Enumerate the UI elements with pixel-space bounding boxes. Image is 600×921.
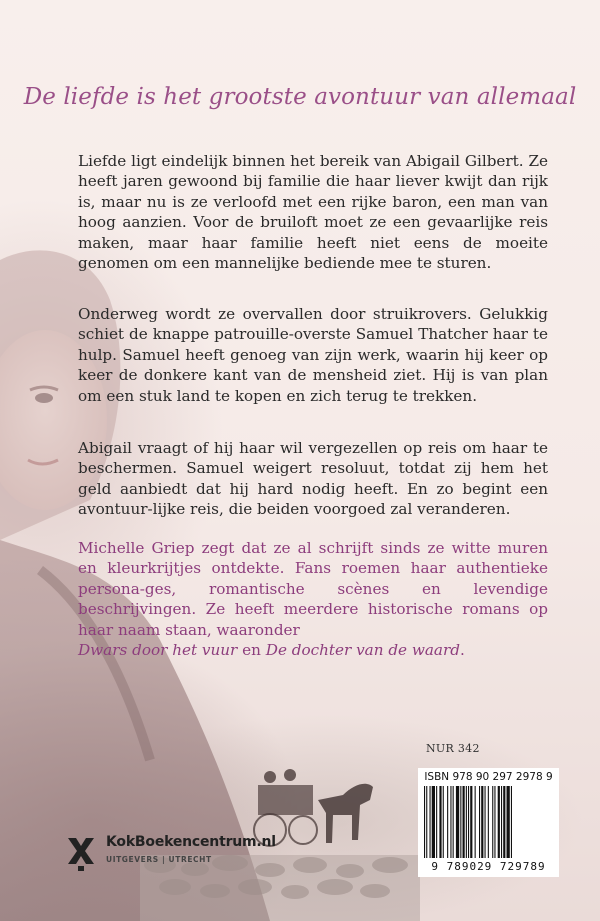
barcode-image <box>424 786 553 858</box>
publisher-subtitle: UITGEVERS | UTRECHT <box>106 855 212 864</box>
isbn-text: ISBN 978 90 297 2978 9 <box>424 771 553 783</box>
blurb-paragraph-3: Abigail vraagt of hij haar wil vergezellen op reis om haar te beschermen. Samuel weigert resoluut, totdat zij hem het geld aanbiedt dat hij hard nodig heeft. En zo begint een avontuur-lijke reis, die beiden voorgoed zal veranderen. <box>78 439 548 519</box>
publisher-name: KokBoekencentrum.nl <box>106 834 276 850</box>
blurb-paragraph-2: Onderweg wordt ze overvallen door struikrovers. Gelukkig schiet de knappe patrouille-overste Samuel Thatcher haar te hulp. Samuel heeft genoeg van zijn werk, waarin hij keer op keer de donkere kant van de mensheid ziet. Hij is van plan om een stuk land te kopen en zich terug te trekken. <box>78 305 548 405</box>
author-bio-connector: en <box>237 641 266 660</box>
barcode-panel <box>418 768 559 877</box>
author-bio-end: . <box>459 641 465 660</box>
book-title-1: Dwars door het vuur <box>78 641 238 660</box>
publisher-logo <box>64 830 294 874</box>
publisher-mark-icon <box>64 832 98 872</box>
barcode-number: 9 789029 729789 <box>431 860 546 873</box>
book-title-2: De dochter van de waard <box>265 641 460 660</box>
author-bio <box>78 538 548 660</box>
tagline: De liefde is het grootste avontuur van allemaal <box>23 84 577 110</box>
nur-code: NUR 342 <box>426 742 480 755</box>
author-bio-text: Michelle Griep zegt dat ze al schrijft sinds ze witte muren en kleurkrijtjes ontdekte. Fans roemen haar authentieke persona-ges, romantische scènes en levendige beschrijvingen. Ze heeft meerdere historische romans op haar naam staan, waaronder <box>78 539 548 639</box>
blurb-paragraph-1: Liefde ligt eindelijk binnen het bereik van Abigail Gilbert. Ze heeft jaren gewoond bij familie die haar liever kwijt dan rijk is, maar nu is ze verloofd met een rijke baron, een man van hoog aanzien. Voor de bruiloft moet ze een gevaarlijke reis maken, maar haar familie heeft niet eens de moeite genomen om een mannelijke bediende mee te sturen. <box>78 152 548 273</box>
